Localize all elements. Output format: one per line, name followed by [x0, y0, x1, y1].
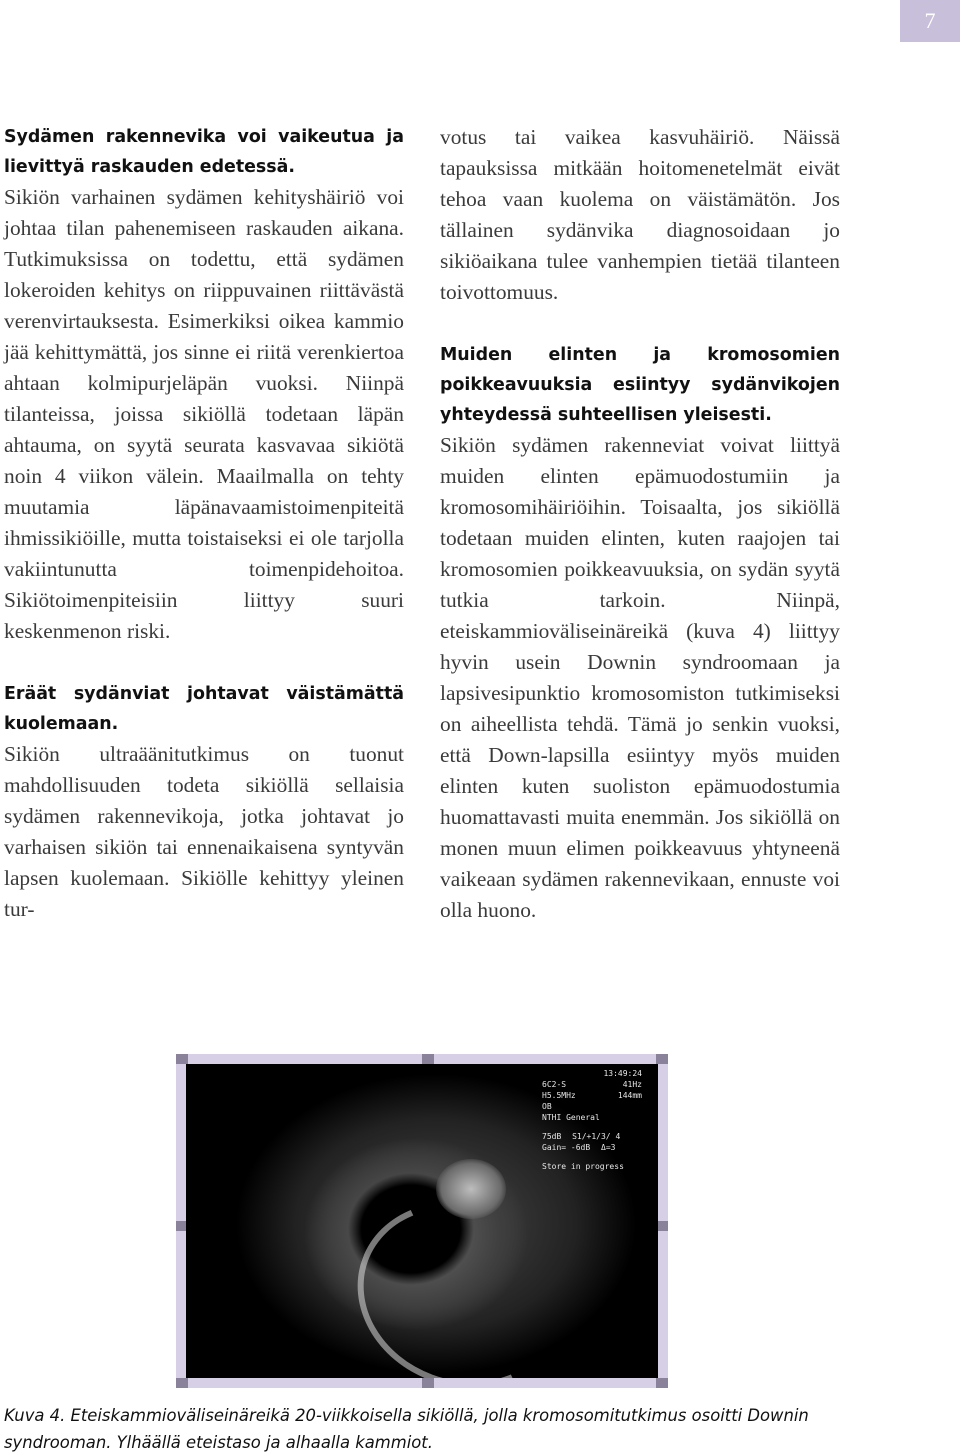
paragraph-structural-defect: Sikiön varhainen sydämen kehityshäiriö voi johtaa tilan pahenemiseen raskauden aikana. Tutkimuksissa on todettu, että sydämen lokeroiden kehitys on riippuvainen riittävästä verenvirtauksesta. Esimerkiksi oikea kammio jää kehittymättä, jos sinne ei riitä verenkiertoa ahtaan kolmipurjeläpän vuoksi. Niinpä tilanteissa, joissa sikiöllä todetaan läpän ahtauma, on syytä seurata kasvavaa sikiötä noin 4 viikon välein. Maailmalla on tehty muutamia läpänavaamistoimenpiteitä ihmissikiöille, mutta toistaiseksi ei ole tarjolla vakiintunutta toimenpidehoitoa. Sikiötoimenpiteisiin liittyy suuri keskenmenon riski.: [4, 185, 404, 643]
frame-side-mark: [422, 1054, 434, 1064]
frame-corner-mark: [176, 1054, 188, 1064]
overlay-gain-line: [542, 1142, 642, 1153]
overlay-status: Store in progress: [542, 1162, 624, 1171]
overlay-probe-line: [542, 1079, 642, 1090]
figure-caption: Kuva 4. Eteiskammioväliseinäreikä 20-viikkoisella sikiöllä, jolla kromosomitutkimus osoitti Downin syndrooman. Ylhäällä eteistaso ja alhaalla kammiot.: [4, 1406, 809, 1452]
overlay-depth: 144mm: [617, 1091, 642, 1100]
page-number: 7: [900, 0, 960, 42]
paragraph-other-organs: Sikiön sydämen rakenneviat voivat liittyä muiden elinten epämuodostumiin ja kromosomihäiriöihin. Toisaalta, jos sikiöllä todetaan muiden elinten, kuten raajojen tai kromosomien poikkeavuuksia, on sydän syytä tutkia tarkoin. Niinpä, eteiskammioväliseinäreikä (kuva 4) liittyy hyvin usein Downin syndroomaan ja lapsivesipunktio kromosomiston tutkimiseksi on aiheellista tehdä. Tämä jo senkin vuoksi, että Down-lapsilla esiintyy myös muiden elinten kuten suoliston epämuodostumia huomattavasti muita enemmän. Jos sikiöllä on monen muun elimen poikkeavuus yhtyneenä vaikeaan sydämen rakennevikaan, ennuste voi olla huono.: [440, 433, 840, 922]
overlay-freq: 41Hz: [622, 1080, 642, 1089]
frame-corner-mark: [656, 1378, 668, 1388]
section-heading-other-organs: Muiden elinten ja kromosomien poikkeavuuksia esiintyy sydänvikojen yhteydessä suhteellisen yleisesti.: [440, 345, 840, 425]
right-column: [440, 122, 840, 926]
overlay-probe: 6C2-S: [542, 1080, 567, 1089]
ultrasound-image: [186, 1064, 658, 1378]
overlay-delta: Δ=3: [601, 1143, 616, 1152]
section-heading-structural-defect: Sydämen rakennevika voi vaikeutua ja lievittyä raskauden edetessä.: [4, 127, 404, 177]
left-column: [4, 122, 404, 925]
overlay-db: 75dB: [542, 1132, 562, 1141]
overlay-preset: OB: [542, 1102, 552, 1111]
frame-corner-mark: [176, 1378, 188, 1388]
frame-side-mark: [422, 1378, 434, 1388]
overlay-gain: Gain= -6dB: [542, 1143, 591, 1152]
overlay-mode: H5.5MHz: [542, 1091, 576, 1100]
paragraph-continuation: votus tai vaikea kasvuhäiriö. Näissä tapauksissa mitkään hoitomenetelmät eivät tehoa vaan kuolema on väistämätön. Jos tällainen sydänvika diagnosoidaan jo sikiöaikana tulee vanhempien tietää tilanteen toivottomuus.: [440, 125, 840, 304]
overlay-time: 13:49:24: [603, 1069, 642, 1078]
figure-frame: [176, 1054, 668, 1388]
overlay-db-line: [542, 1131, 642, 1142]
paragraph-fatal-defects: Sikiön ultraäänitutkimus on tuonut mahdollisuuden todeta sikiöllä sellaisia sydämen rakennevikoja, jotka johtavat jo varhaisen sikiön tai ennenaikaisena syntyvän lapsen kuolemaan. Sikiölle kehittyy yleinen tur-: [4, 742, 404, 921]
overlay-site: NTHI General: [542, 1113, 600, 1122]
overlay-mode-line: [542, 1090, 642, 1101]
frame-corner-mark: [656, 1054, 668, 1064]
echo-bright-region: [436, 1159, 506, 1219]
ultrasound-overlay: [542, 1068, 642, 1172]
overlay-s-setting: S1/+1/3/ 4: [572, 1132, 621, 1141]
section-heading-fatal-defects: Eräät sydänviat johtavat väistämättä kuolemaan.: [4, 684, 404, 734]
